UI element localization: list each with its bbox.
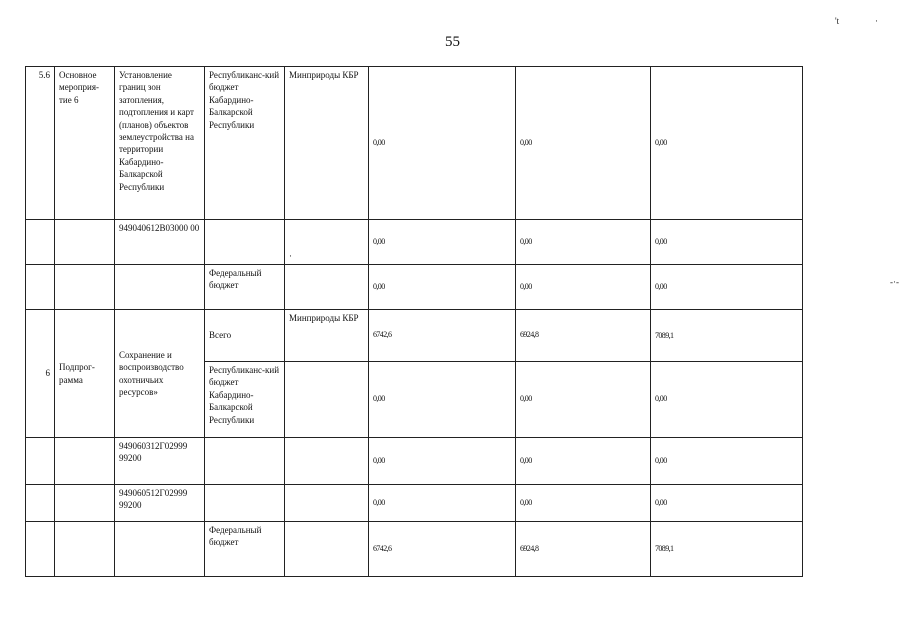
- funding-source: Федеральный бюджет: [205, 522, 285, 577]
- corner-mark: ·: [875, 16, 878, 26]
- executor: [285, 362, 369, 438]
- row-name: Установление границ зон затопления, подтопления и карт (планов) объектов землеустройства на территории Кабардино-Балкарской Республики: [115, 67, 205, 220]
- value-year-1: 0,00: [369, 220, 516, 265]
- executor: [285, 485, 369, 522]
- row-kind: [55, 522, 115, 577]
- table-row: [26, 220, 803, 265]
- budget-code: 949060512Г02999 99200: [115, 485, 205, 522]
- value-year-2: 0,00: [516, 485, 651, 522]
- value-year-3: 0,00: [651, 220, 803, 265]
- row-name: [115, 522, 205, 577]
- budget-code: 949060312Г02999 99200: [115, 438, 205, 485]
- value-year-3: 0,00: [651, 67, 803, 220]
- table-row: [26, 485, 803, 522]
- value-year-1: 6742,6: [369, 522, 516, 577]
- value-year-3: 7089,1: [651, 310, 803, 362]
- funding-source: [205, 220, 285, 265]
- executor: Минприроды КБР: [285, 310, 369, 362]
- table-row: [26, 265, 803, 310]
- row-kind: [55, 220, 115, 265]
- row-index: [26, 220, 55, 265]
- budget-table: [25, 66, 803, 577]
- value-year-2: 6924,8: [516, 310, 651, 362]
- table-row: [26, 438, 803, 485]
- value-year-2: 0,00: [516, 67, 651, 220]
- row-index: [26, 485, 55, 522]
- value-year-1: 0,00: [369, 485, 516, 522]
- corner-mark: 't: [835, 16, 840, 26]
- value-year-3: 0,00: [651, 438, 803, 485]
- funding-source: Республиканс-кий бюджет Кабардино-Балкарской Республики: [205, 362, 285, 438]
- value-year-3: 7089,1: [651, 522, 803, 577]
- row-kind: [55, 485, 115, 522]
- value-year-1: 0,00: [369, 265, 516, 310]
- funding-source: [205, 485, 285, 522]
- row-name: [115, 265, 205, 310]
- row-index: [26, 438, 55, 485]
- row-index: 6: [26, 310, 55, 438]
- budget-code: 949040612В03000 00: [115, 220, 205, 265]
- executor: Минприроды КБР: [285, 67, 369, 220]
- value-year-2: 0,00: [516, 438, 651, 485]
- value-year-2: 0,00: [516, 220, 651, 265]
- value-year-3: 0,00: [651, 265, 803, 310]
- row-kind: Основное мероприя-тие 6: [55, 67, 115, 220]
- value-year-1: 0,00: [369, 67, 516, 220]
- executor: [285, 438, 369, 485]
- funding-source: Всего: [205, 310, 285, 362]
- value-year-1: 0,00: [369, 362, 516, 438]
- row-kind: [55, 438, 115, 485]
- executor: ·: [285, 220, 369, 265]
- table-row: [26, 522, 803, 577]
- row-index: [26, 522, 55, 577]
- row-index: 5.6: [26, 67, 55, 220]
- value-year-2: 6924,8: [516, 522, 651, 577]
- value-year-2: 0,00: [516, 265, 651, 310]
- funding-source: [205, 438, 285, 485]
- executor: [285, 265, 369, 310]
- table-row: [26, 310, 803, 362]
- value-year-1: 6742,6: [369, 310, 516, 362]
- row-name: Сохранение и воспроизводство охотничьих ресурсов»: [115, 310, 205, 438]
- page-number: 55: [445, 34, 460, 50]
- table-row: [26, 67, 803, 220]
- row-kind: Подпрог-рамма: [55, 310, 115, 438]
- funding-source: Республиканс-кий бюджет Кабардино-Балкарской Республики: [205, 67, 285, 220]
- executor: [285, 522, 369, 577]
- value-year-2: 0,00: [516, 362, 651, 438]
- row-kind: [55, 265, 115, 310]
- value-year-1: 0,00: [369, 438, 516, 485]
- funding-source: Федеральный бюджет: [205, 265, 285, 310]
- margin-mark: -·-: [890, 277, 899, 287]
- value-year-3: 0,00: [651, 362, 803, 438]
- row-index: [26, 265, 55, 310]
- value-year-3: 0,00: [651, 485, 803, 522]
